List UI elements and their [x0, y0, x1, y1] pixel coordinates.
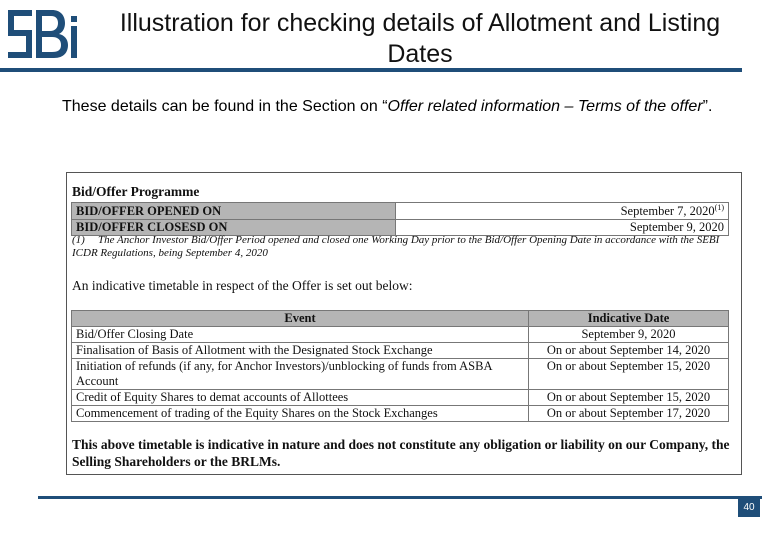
programme-date: September 7, 2020: [620, 204, 715, 219]
event-cell: Initiation of refunds (if any, for Anchor Investors)/unblocking of funds from ASBA Account: [72, 359, 529, 390]
table-row: [72, 390, 729, 406]
table-row: [72, 406, 729, 422]
table-row: [72, 327, 729, 343]
intro-text: [62, 95, 742, 119]
date-cell: On or about September 15, 2020: [529, 359, 729, 390]
programme-table: [71, 202, 729, 236]
programme-label: BID/OFFER CLOSESD ON: [72, 220, 396, 236]
column-header-date: Indicative Date: [529, 311, 729, 327]
footnote-text: The Anchor Investor Bid/Offer Period opened and closed one Working Day prior to the Bid/Offer Opening Date in accordance with the SEBI ICDR Regulations, being September 4, 2020: [72, 234, 720, 259]
date-cell: September 9, 2020: [529, 327, 729, 343]
document-excerpt: [66, 172, 742, 475]
footer-divider: [38, 496, 762, 499]
event-cell: Commencement of trading of the Equity Shares on the Stock Exchanges: [72, 406, 529, 422]
programme-value: [396, 203, 729, 220]
footnote: [72, 234, 734, 260]
page-number: 40: [738, 499, 760, 517]
intro-prefix: These details can be found in the Section on “: [62, 98, 388, 115]
table-row: [72, 359, 729, 390]
programme-heading: Bid/Offer Programme: [72, 184, 200, 199]
table-row: [72, 203, 729, 220]
event-cell: Finalisation of Basis of Allotment with the Designated Stock Exchange: [72, 343, 529, 359]
footnote-number: (1): [72, 234, 85, 246]
disclaimer-text: This above timetable is indicative in nature and does not constitute any obligation or liability on our Company, the Selling Shareholders or the BRLMs.: [72, 437, 730, 469]
date-cell: On or about September 17, 2020: [529, 406, 729, 422]
title-divider: [0, 68, 742, 72]
intro-emphasis: Offer related information – Terms of the offer: [387, 98, 703, 115]
programme-date: September 9, 2020: [629, 220, 724, 235]
date-cell: On or about September 15, 2020: [529, 390, 729, 406]
event-cell: Bid/Offer Closing Date: [72, 327, 529, 343]
table-row: [72, 343, 729, 359]
table-header-row: [72, 311, 729, 327]
column-header-event: Event: [72, 311, 529, 327]
date-cell: On or about September 14, 2020: [529, 343, 729, 359]
event-cell: Credit of Equity Shares to demat accounts of Allottees: [72, 390, 529, 406]
sebi-logo-icon: [2, 2, 82, 66]
page-title: Illustration for checking details of Allotment and Listing Dates: [119, 9, 721, 68]
programme-label: BID/OFFER OPENED ON: [72, 203, 396, 220]
footnote-marker: (1): [714, 203, 724, 212]
timetable: [71, 310, 729, 422]
indicative-text: An indicative timetable in respect of the Offer is set out below:: [72, 278, 413, 293]
intro-suffix: ”.: [702, 98, 713, 115]
